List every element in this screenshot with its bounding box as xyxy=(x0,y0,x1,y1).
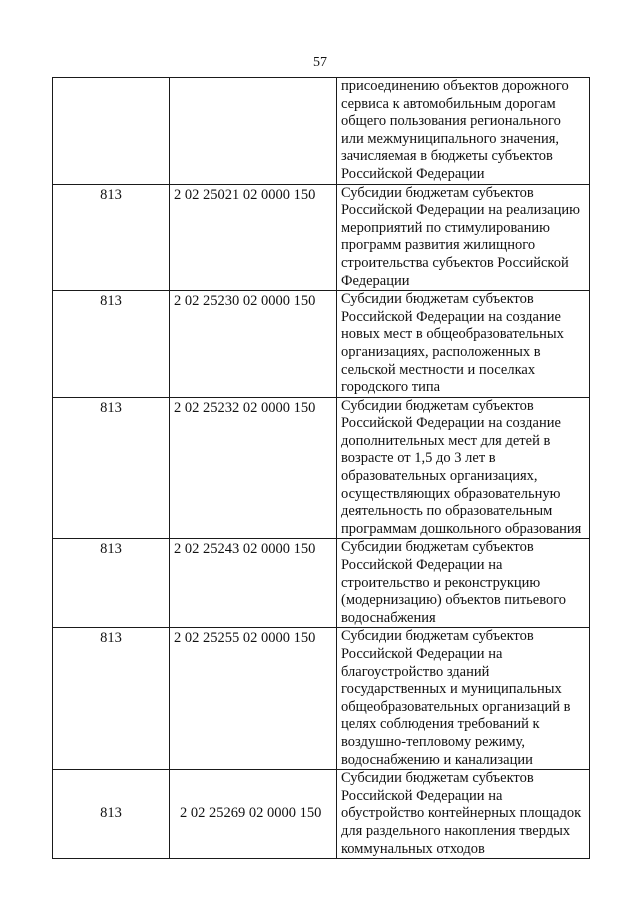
description-cell: Субсидии бюджетам субъектов Российской Федерации на создание новых мест в общеобразовательных организациях, расположенных в сельской местности и поселках городского типа xyxy=(337,291,590,398)
admin-code-cell: 813 xyxy=(53,397,170,539)
budget-code-cell: 2 02 25230 02 0000 150 xyxy=(170,291,337,398)
budget-code-cell xyxy=(170,78,337,185)
budget-code-cell: 2 02 25269 02 0000 150 xyxy=(170,770,337,859)
page-number: 57 xyxy=(313,55,327,70)
admin-code-cell: 813 xyxy=(53,291,170,398)
admin-code-cell xyxy=(53,78,170,185)
admin-code-cell: 813 xyxy=(53,184,170,291)
table-row xyxy=(53,628,590,770)
budget-code-cell: 2 02 25255 02 0000 150 xyxy=(170,628,337,770)
table-row xyxy=(53,291,590,398)
admin-code-cell: 813 xyxy=(53,539,170,628)
budget-code-cell: 2 02 25232 02 0000 150 xyxy=(170,397,337,539)
description-cell: Субсидии бюджетам субъектов Российской Федерации на строительство и реконструкцию (модернизацию) объектов питьевого водоснабжения xyxy=(337,539,590,628)
admin-code-cell: 813 xyxy=(53,770,170,859)
table-row xyxy=(53,184,590,291)
description-cell: Субсидии бюджетам субъектов Российской Федерации на обустройство контейнерных площадок для раздельного накопления твердых коммунальных отходов xyxy=(337,770,590,859)
budget-code-cell: 2 02 25021 02 0000 150 xyxy=(170,184,337,291)
table-row xyxy=(53,78,590,185)
description-cell: Субсидии бюджетам субъектов Российской Федерации на благоустройство зданий государственных и муниципальных общеобразовательных организаций в целях соблюдения требований к воздушно-тепловому режиму, водоснабжению и канализации xyxy=(337,628,590,770)
budget-codes-table xyxy=(52,77,590,859)
budget-code-cell: 2 02 25243 02 0000 150 xyxy=(170,539,337,628)
description-cell: Субсидии бюджетам субъектов Российской Федерации на реализацию мероприятий по стимулированию программ развития жилищного строительства субъектов Российской Федерации xyxy=(337,184,590,291)
admin-code-cell: 813 xyxy=(53,628,170,770)
table-row xyxy=(53,397,590,539)
table-row xyxy=(53,770,590,859)
description-cell: присоединению объектов дорожного сервиса к автомобильным дорогам общего пользования регионального или межмуниципального значения, зачисляемая в бюджеты субъектов Российской Федерации xyxy=(337,78,590,185)
table-row xyxy=(53,539,590,628)
description-cell: Субсидии бюджетам субъектов Российской Федерации на создание дополнительных мест для детей в возрасте от 1,5 до 3 лет в образовательных организациях, осуществляющих образовательную деятельность по образовательным программам дошкольного образования xyxy=(337,397,590,539)
